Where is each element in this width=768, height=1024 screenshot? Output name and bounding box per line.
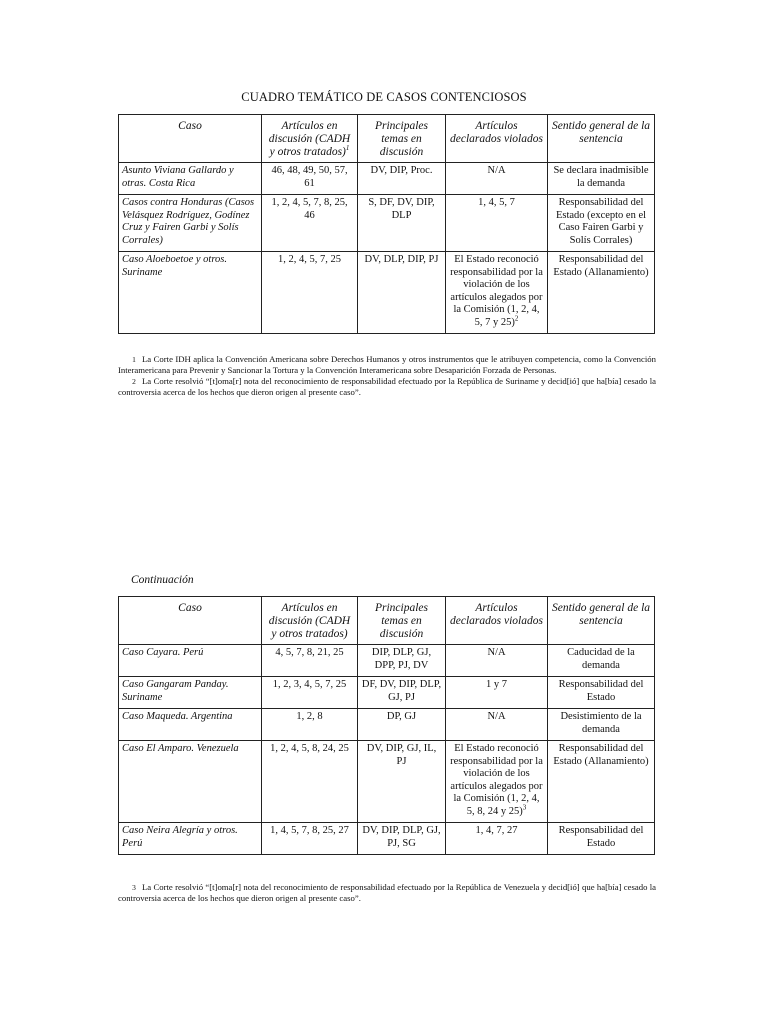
header-sentido: Sentido general de la sentencia bbox=[548, 597, 655, 645]
cell-violados: N/A bbox=[446, 163, 548, 195]
cell-temas: DV, DIP, GJ, IL, PJ bbox=[358, 741, 446, 823]
page-title: CUADRO TEMÁTICO DE CASOS CONTENCIOSOS bbox=[241, 90, 527, 104]
cell-caso: Caso Neira Alegría y otros. Perú bbox=[119, 823, 262, 855]
table-row bbox=[119, 709, 655, 741]
cell-temas: DIP, DLP, GJ, DPP, PJ, DV bbox=[358, 645, 446, 677]
cell-articulos: 1, 2, 4, 5, 8, 24, 25 bbox=[262, 741, 358, 823]
cell-sentido: Se declara inadmisible la demanda bbox=[548, 163, 655, 195]
cell-temas: S, DF, DV, DIP, DLP bbox=[358, 195, 446, 252]
table-row bbox=[119, 741, 655, 823]
cell-articulos: 4, 5, 7, 8, 21, 25 bbox=[262, 645, 358, 677]
table-header-row bbox=[119, 597, 655, 645]
cell-violados: El Estado reconoció responsabilidad por la violación de los artículos alegados por la Comisión (1, 2, 4, 5, 7 y 25)$^2$ bbox=[446, 252, 548, 334]
cell-sentido: Caducidad de la demanda bbox=[548, 645, 655, 677]
cell-articulos: 1, 2, 3, 4, 5, 7, 25 bbox=[262, 677, 358, 709]
header-articulos-discusion: Artículos en discusión (CADH y otros tratados) bbox=[262, 597, 358, 645]
footnotes-page-1 bbox=[118, 354, 656, 398]
footnote-ref: 3 bbox=[522, 803, 527, 811]
footnote bbox=[118, 354, 656, 376]
header-caso: Caso bbox=[119, 597, 262, 645]
cell-temas: DV, DLP, DIP, PJ bbox=[358, 252, 446, 334]
cell-violados: N/A bbox=[446, 709, 548, 741]
cell-caso: Caso Gangaram Panday. Suriname bbox=[119, 677, 262, 709]
table-header-row bbox=[119, 115, 655, 163]
cell-articulos: 1, 4, 5, 7, 8, 25, 27 bbox=[262, 823, 358, 855]
footnote-number: 3 bbox=[132, 883, 136, 892]
cell-temas: DV, DIP, DLP, GJ, PJ, SG bbox=[358, 823, 446, 855]
table-row bbox=[119, 677, 655, 709]
header-temas: Principales temas en discusión bbox=[358, 115, 446, 163]
cell-violados: 1 y 7 bbox=[446, 677, 548, 709]
cell-articulos: 46, 48, 49, 50, 57, 61 bbox=[262, 163, 358, 195]
footnote bbox=[118, 376, 656, 398]
cell-sentido: Responsabilidad del Estado (Allanamiento) bbox=[548, 252, 655, 334]
cell-caso: Asunto Viviana Gallardo y otras. Costa Rica bbox=[119, 163, 262, 195]
cell-caso: Caso Cayara. Perú bbox=[119, 645, 262, 677]
cell-temas: DP, GJ bbox=[358, 709, 446, 741]
header-violados: Artículos declarados violados bbox=[446, 597, 548, 645]
footnote-text: La Corte resolvió “[t]oma[r] nota del reconocimiento de responsabilidad efectuado por la República de Suriname y decid[ió] que ha[bía] cesado la controversia acerca de los hechos que dieron origen al presente caso”. bbox=[118, 376, 656, 397]
cell-sentido: Responsabilidad del Estado bbox=[548, 677, 655, 709]
cell-articulos: 1, 2, 4, 5, 7, 8, 25, 46 bbox=[262, 195, 358, 252]
cases-table bbox=[118, 114, 655, 334]
cell-sentido: Desistimiento de la demanda bbox=[548, 709, 655, 741]
footnote-text: La Corte resolvió “[t]oma[r] nota del reconocimiento de responsabilidad efectuado por la República de Venezuela y decid[ió] que ha[bía] cesado la controversia acerca de los hechos que dieron origen al presente caso”. bbox=[118, 882, 656, 903]
cell-caso: Caso Maqueda. Argentina bbox=[119, 709, 262, 741]
footnote-ref: 1 bbox=[345, 144, 350, 153]
continuation-label: Continuación bbox=[131, 574, 194, 586]
cell-temas: DF, DV, DIP, DLP, GJ, PJ bbox=[358, 677, 446, 709]
footnote-number: 1 bbox=[132, 355, 136, 364]
cell-sentido: Responsabilidad del Estado bbox=[548, 823, 655, 855]
header-sentido: Sentido general de la sentencia bbox=[548, 115, 655, 163]
cell-sentido: Responsabilidad del Estado (Allanamiento) bbox=[548, 741, 655, 823]
table-row bbox=[119, 195, 655, 252]
footnotes-page-2 bbox=[118, 882, 656, 904]
table-row bbox=[119, 163, 655, 195]
footnote bbox=[118, 882, 656, 904]
cell-caso: Casos contra Honduras (Casos Velásquez Rodríguez, Godínez Cruz y Fairen Garbi y Solís Corrales) bbox=[119, 195, 262, 252]
header-caso: Caso bbox=[119, 115, 262, 163]
header-violados: Artículos declarados violados bbox=[446, 115, 548, 163]
cell-caso: Caso Aloeboetoe y otros. Suriname bbox=[119, 252, 262, 334]
cell-temas: DV, DIP, Proc. bbox=[358, 163, 446, 195]
cell-violados: El Estado reconoció responsabilidad por la violación de los artículos alegados por la Comisión (1, 2, 4, 5, 8, 24 y 25)$^3$ bbox=[446, 741, 548, 823]
header-articulos-discusion: Artículos en discusión (CADH y otros tratados)$^1$ bbox=[262, 115, 358, 163]
cell-violados: 1, 4, 7, 27 bbox=[446, 823, 548, 855]
cell-violados: 1, 4, 5, 7 bbox=[446, 195, 548, 252]
cell-articulos: 1, 2, 4, 5, 7, 25 bbox=[262, 252, 358, 334]
footnote-text: La Corte IDH aplica la Convención Americana sobre Derechos Humanos y otros instrumentos que le atribuyen competencia, como la Convención Interamericana para Prevenir y Sancionar la Tortura y la Convención Interamericana sobre Desaparición Forzada de Personas. bbox=[118, 354, 656, 375]
cell-caso: Caso El Amparo. Venezuela bbox=[119, 741, 262, 823]
footnote-number: 2 bbox=[132, 377, 136, 386]
table-row bbox=[119, 823, 655, 855]
table-row bbox=[119, 645, 655, 677]
cell-sentido: Responsabilidad del Estado (excepto en el Caso Fairen Garbi y Solís Corrales) bbox=[548, 195, 655, 252]
header-temas: Principales temas en discusión bbox=[358, 597, 446, 645]
cases-table-continued bbox=[118, 596, 655, 855]
cell-violados: N/A bbox=[446, 645, 548, 677]
table-row bbox=[119, 252, 655, 334]
cell-articulos: 1, 2, 8 bbox=[262, 709, 358, 741]
footnote-ref: 2 bbox=[514, 314, 519, 322]
